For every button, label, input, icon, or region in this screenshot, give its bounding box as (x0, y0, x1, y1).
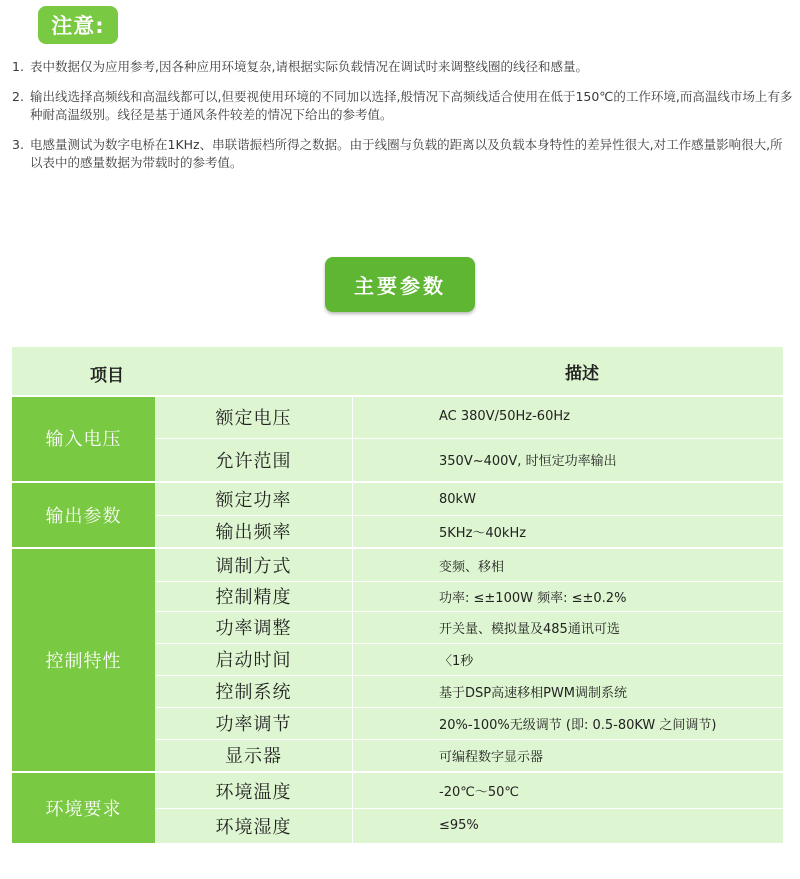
row-value: 〈1秒 (439, 653, 474, 669)
row-value: 功率: ≤±100W 频率: ≤±0.2% (439, 590, 627, 606)
group-label: 输出参数 (12, 483, 155, 547)
row-divider (12, 547, 783, 549)
row-value: -20℃～50℃ (439, 785, 519, 800)
table-row (155, 773, 783, 808)
notice-item (12, 58, 794, 76)
table-row (155, 549, 783, 581)
row-divider (155, 643, 783, 644)
row-value: ≤95% (439, 818, 479, 833)
group-label: 控制特性 (12, 549, 155, 771)
row-label: 输出频率 (215, 522, 292, 543)
row-label: 允许范围 (215, 450, 292, 472)
notice-title: 注意: (38, 6, 118, 44)
row-divider (155, 611, 783, 612)
group-label: 环境要求 (12, 773, 155, 843)
row-value: 20%-100%无级调节 (即: 0.5-80KW 之间调节) (439, 717, 717, 733)
row-divider (155, 515, 783, 516)
row-divider (155, 438, 783, 439)
table-row (155, 808, 783, 843)
table-row (155, 438, 783, 481)
table-group-control (12, 549, 783, 771)
notice-item (12, 88, 794, 124)
table-row (155, 739, 783, 771)
table-row (155, 707, 783, 739)
row-value: AC 380V/50Hz-60Hz (439, 409, 570, 424)
row-value: 基于DSP高速移相PWM调制系统 (439, 685, 628, 701)
row-divider (155, 675, 783, 676)
notice-item-number: 3. (12, 137, 24, 152)
row-divider (12, 481, 783, 483)
table-row (155, 675, 783, 707)
row-label: 启动时间 (215, 650, 292, 671)
table-row (155, 581, 783, 611)
row-label: 调制方式 (215, 556, 292, 577)
notice-item-text: 输出线选择高频线和高温线都可以,但要视使用环境的不同加以选择,般情况下高频线适合使用在低于150℃的工作环境,而高温线市场上有多种耐高温级别。线径是基于通风条件较差的情况下给出的参考值。 (30, 89, 793, 122)
table-row (155, 395, 783, 438)
notice-item-text: 表中数据仅为应用参考,因各种应用环境复杂,请根据实际负载情况在调试时来调整线圈的线径和感量。 (30, 59, 588, 74)
notice-item-text: 电感量测试为数字电桥在1KHz、串联谐振档所得之数据。由于线圈与负载的距离以及负载本身特性的差异性很大,对工作感量影响很大,所以表中的感量数据为带载时的参考值。 (30, 137, 783, 170)
row-label: 显示器 (225, 746, 282, 767)
row-label: 控制精度 (215, 587, 292, 608)
row-label: 控制系统 (215, 682, 292, 703)
table-row (155, 515, 783, 547)
table-header (12, 347, 783, 395)
row-divider (155, 707, 783, 708)
row-divider (155, 739, 783, 740)
table-row (155, 643, 783, 675)
header-item: 项目 (90, 366, 124, 386)
parameters-table (12, 347, 783, 843)
row-divider (12, 771, 783, 773)
row-value: 可编程数字显示器 (439, 749, 544, 765)
section-title-button[interactable]: 主要参数 (325, 257, 475, 312)
row-value: 5KHz～40kHz (439, 525, 527, 541)
row-value: 80kW (439, 491, 476, 507)
notice-item (12, 136, 794, 172)
row-label: 环境湿度 (215, 816, 292, 838)
header-description: 描述 (565, 364, 599, 384)
row-value: 变频、移相 (439, 559, 505, 575)
table-row (155, 611, 783, 643)
row-label: 功率调节 (215, 714, 292, 735)
row-label: 额定功率 (215, 490, 292, 511)
notice-item-number: 1. (12, 59, 24, 74)
row-value: 350V~400V, 时恒定功率输出 (439, 454, 617, 469)
row-value: 开关量、模拟量及485通讯可选 (439, 621, 620, 637)
row-divider (155, 581, 783, 582)
row-divider (12, 395, 783, 397)
notice-item-number: 2. (12, 89, 24, 104)
group-label: 输入电压 (12, 395, 155, 481)
notice-list (12, 58, 794, 184)
column-divider (352, 395, 353, 843)
row-divider (155, 808, 783, 809)
row-label: 功率调整 (215, 618, 292, 639)
table-row (155, 483, 783, 515)
row-label: 环境温度 (215, 781, 292, 803)
row-label: 额定电压 (215, 407, 292, 429)
